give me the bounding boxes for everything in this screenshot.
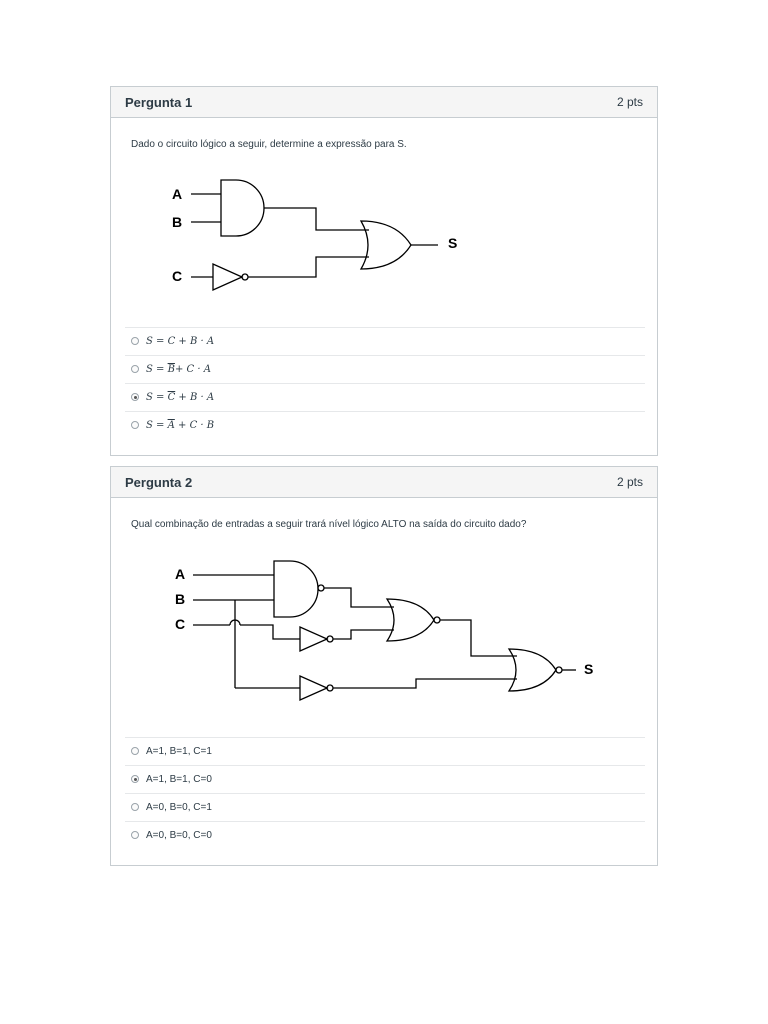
label-a: A <box>172 186 183 202</box>
question-1-title: Pergunta 1 <box>125 94 193 110</box>
answer-label[interactable]: A=1, B=1, C=0 <box>146 774 212 785</box>
question-1-circuit-diagram <box>111 87 657 327</box>
answer-label[interactable]: A=0, B=0, C=1 <box>146 802 212 813</box>
label-a: A <box>175 566 186 582</box>
answer-option[interactable] <box>125 737 645 765</box>
radio-button[interactable] <box>131 337 139 345</box>
nor-gate-2 <box>509 649 556 691</box>
radio-button[interactable] <box>131 803 139 811</box>
nor-2-bubble <box>556 667 562 673</box>
label-b: B <box>175 591 186 607</box>
nor-gate-1 <box>387 599 434 641</box>
question-2-answers <box>125 737 645 849</box>
radio-button[interactable] <box>131 747 139 755</box>
not-gate-2 <box>300 676 327 700</box>
or-gate <box>361 221 411 269</box>
answer-option[interactable] <box>125 411 645 439</box>
answer-label[interactable] <box>146 392 214 403</box>
and-gate <box>221 180 264 236</box>
wire-not-to-or <box>248 257 369 277</box>
wire-not2-to-nor2 <box>333 679 517 688</box>
answer-option[interactable] <box>125 383 645 411</box>
question-2-prompt: Qual combinação de entradas a seguir trará nível lógico ALTO na saída do circuito dado? <box>131 519 527 530</box>
answer-label[interactable]: A=0, B=0, C=0 <box>146 830 212 841</box>
answer-term1: $\overline{A}$ <box>167 420 175 431</box>
radio-button[interactable] <box>131 775 139 783</box>
answer-label[interactable]: A=1, B=1, C=1 <box>146 746 212 757</box>
answer-term2: C · A <box>186 364 211 375</box>
wire-nor1-to-nor2 <box>440 620 517 656</box>
question-2-circuit-diagram <box>111 467 657 727</box>
label-b: B <box>172 214 183 230</box>
question-1-points: 2 pts <box>616 95 643 109</box>
answer-option[interactable] <box>125 327 645 355</box>
answer-operator: + <box>175 392 190 403</box>
answer-option[interactable] <box>125 765 645 793</box>
nand-gate <box>274 561 318 617</box>
wire-nand-to-nor1 <box>324 588 394 607</box>
answer-term2: B · A <box>190 392 215 403</box>
answer-term1: C <box>167 336 176 347</box>
not-gate-1 <box>300 627 327 651</box>
label-c: C <box>172 268 183 284</box>
radio-button[interactable] <box>131 393 139 401</box>
question-1-answers <box>125 327 645 439</box>
radio-button[interactable] <box>131 365 139 373</box>
wire-c-to-not1 <box>240 625 300 639</box>
answer-operator: + <box>175 336 190 347</box>
answer-option[interactable] <box>125 821 645 849</box>
wire-not1-to-nor1 <box>333 630 394 639</box>
answer-option[interactable] <box>125 793 645 821</box>
not-gate <box>213 264 242 290</box>
question-2-points: 2 pts <box>616 475 643 489</box>
question-1-prompt: Dado o circuito lógico a seguir, determine a expressão para S. <box>131 139 407 150</box>
question-2-title: Pergunta 2 <box>125 474 193 490</box>
label-s: S <box>448 235 458 251</box>
answer-term1: $\overline{C}$ <box>167 392 176 403</box>
question-2 <box>110 466 658 866</box>
answer-term1: $\overline{B}$ <box>167 364 175 375</box>
label-s: S <box>584 661 594 677</box>
wire-and-to-or <box>264 208 369 230</box>
answer-label[interactable] <box>146 364 211 375</box>
answer-label[interactable] <box>146 336 214 347</box>
label-c: C <box>175 616 186 632</box>
question-1 <box>110 86 658 456</box>
nand-bubble <box>318 585 324 591</box>
answer-lhs: S = <box>146 336 168 347</box>
nor-1-bubble <box>434 617 440 623</box>
answer-term2: B · A <box>190 336 215 347</box>
radio-button[interactable] <box>131 421 139 429</box>
answer-lhs: S = <box>146 392 168 403</box>
answer-lhs: S = <box>146 420 168 431</box>
answer-operator: + <box>174 364 187 375</box>
answer-lhs: S = <box>146 364 168 375</box>
answer-operator: + <box>174 420 190 431</box>
answer-label[interactable] <box>146 420 214 431</box>
answer-term2: C · B <box>189 420 215 431</box>
answer-option[interactable] <box>125 355 645 383</box>
radio-button[interactable] <box>131 831 139 839</box>
